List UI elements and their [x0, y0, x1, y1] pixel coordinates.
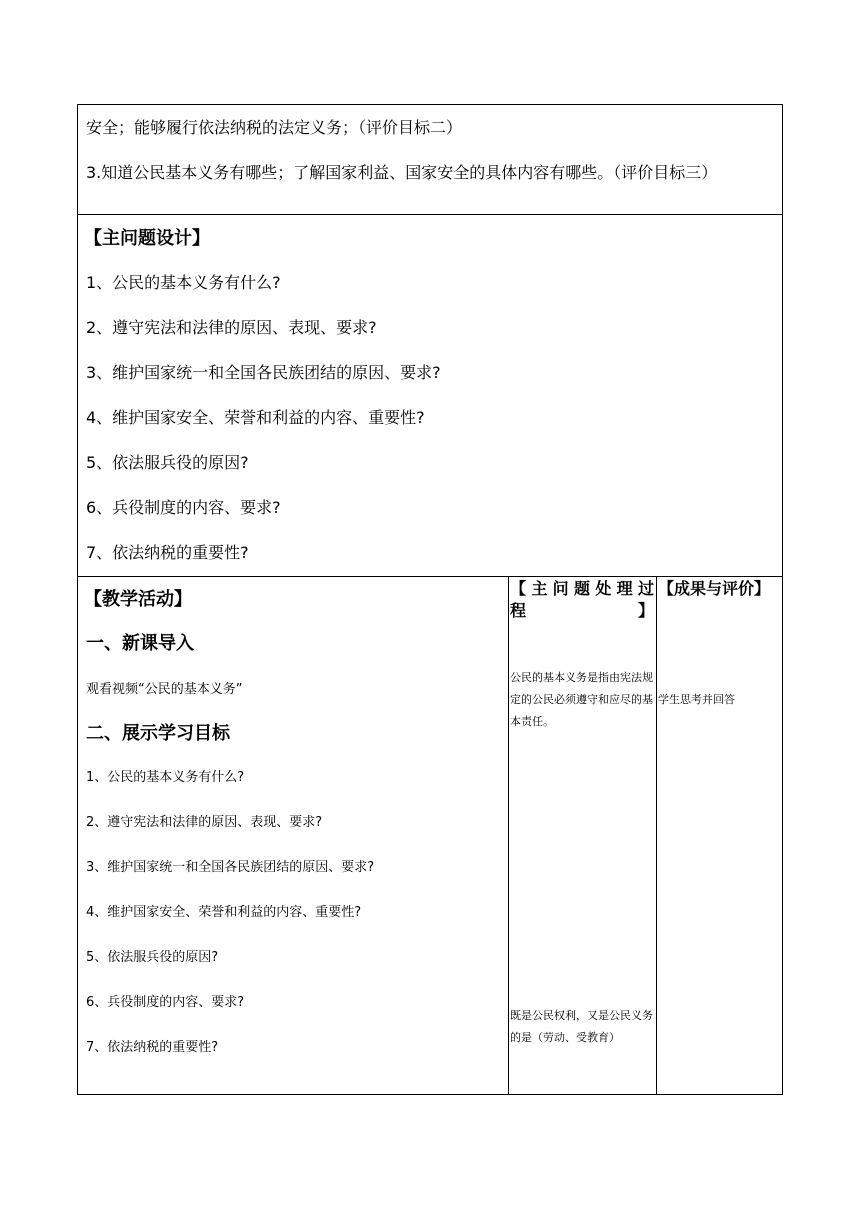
main-question-item: 2、遵守宪法和法律的原因、表现、要求? — [86, 318, 377, 337]
section-learning-goals: 二、展示学习目标 — [86, 723, 230, 744]
main-question-heading: 【主问题设计】 — [84, 228, 210, 249]
activity-item: 4、维护国家安全、荣誉和利益的内容、重要性? — [86, 905, 362, 920]
section-new-lesson: 一、新课导入 — [86, 633, 194, 654]
activity-item: 6、兵役制度的内容、要求? — [86, 995, 245, 1010]
row-divider-2 — [77, 576, 783, 577]
main-question-item: 6、兵役制度的内容、要求? — [86, 498, 281, 517]
main-question-item: 7、依法纳税的重要性? — [86, 543, 249, 562]
activity-item: 2、遵守宪法和法律的原因、表现、要求? — [86, 815, 323, 830]
activity-item: 5、依法服兵役的原因? — [86, 950, 219, 965]
main-question-item: 3、维护国家统一和全国各民族团结的原因、要求? — [86, 363, 441, 382]
col-divider-1 — [508, 576, 509, 1095]
process-note-rights-duties: 既是公民权利，又是公民义务的是（劳动、受教育） — [510, 1009, 653, 1044]
main-question-item: 5、依法服兵役的原因? — [86, 453, 249, 472]
activity-item: 1、公民的基本义务有什么? — [86, 770, 245, 785]
video-instruction: 观看视频“公民的基本义务” — [86, 682, 243, 697]
col-divider-2 — [656, 576, 657, 1095]
row-divider-1 — [77, 214, 783, 215]
main-question-item: 1、公民的基本义务有什么? — [86, 273, 281, 292]
result-heading: 【成果与评价】 — [658, 579, 771, 598]
goal-line-2: 3.知道公民基本义务有哪些；了解国家利益、国家安全的具体内容有哪些。（评价目标三） — [86, 163, 718, 182]
main-question-item: 4、维护国家安全、荣誉和利益的内容、重要性? — [86, 408, 425, 427]
process-heading: 【主问题处理过程】 — [510, 579, 656, 620]
result-note: 学生思考并回答 — [658, 693, 735, 706]
activity-heading: 【教学活动】 — [84, 589, 192, 610]
goal-line-1: 安全；能够履行依法纳税的法定义务；（评价目标二） — [86, 118, 463, 137]
activity-item: 3、维护国家统一和全国各民族团结的原因、要求? — [86, 860, 375, 875]
process-note-definition: 公民的基本义务是指由宪法规定的公民必须遵守和应尽的基本责任。 — [510, 671, 653, 728]
activity-item: 7、依法纳税的重要性? — [86, 1040, 219, 1055]
